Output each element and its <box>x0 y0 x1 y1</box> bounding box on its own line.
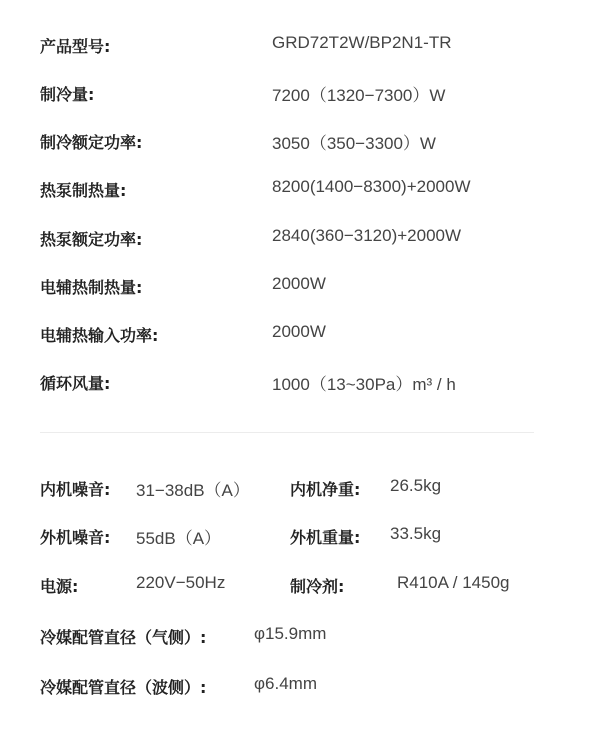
outdoor-noise-label: 外机噪音: <box>40 528 111 547</box>
outdoor-noise-value: 55dB（A） <box>136 529 222 548</box>
spec-label-heatpump-capacity: 热泵制热量: <box>40 181 127 200</box>
spec-label-heatpump-power: 热泵额定功率: <box>40 230 143 249</box>
spec-label-electric-heat: 电辅热制热量: <box>40 278 143 297</box>
spec-value-electric-heat: 2000W <box>272 274 326 293</box>
refrigerant-label: 制冷剂: <box>290 577 345 596</box>
indoor-noise-value: 31−38dB（A） <box>136 481 250 500</box>
power-supply-label: 电源: <box>40 577 79 596</box>
spec-value-model: GRD72T2W/BP2N1-TR <box>272 33 452 52</box>
pipe-liquid-label: 冷媒配管直径（波侧）: <box>40 678 207 697</box>
spec-label-airflow: 循环风量: <box>40 374 111 393</box>
spec-value-electric-heat-power: 2000W <box>272 322 326 341</box>
spec-label-cooling-capacity: 制冷量: <box>40 85 95 104</box>
spec-label-electric-heat-power: 电辅热输入功率: <box>40 326 159 345</box>
pipe-gas-value: φ15.9mm <box>254 624 327 643</box>
refrigerant-value: R410A / 1450g <box>397 573 510 592</box>
spec-value-airflow: 1000（13~30Pa）m³ / h <box>272 375 456 394</box>
spec-value-cooling-power: 3050（350−3300）W <box>272 134 436 153</box>
spec-value-heatpump-capacity: 8200(1400−8300)+2000W <box>272 177 471 196</box>
spec-label-model: 产品型号: <box>40 37 111 56</box>
outdoor-weight-value: 33.5kg <box>390 524 442 543</box>
indoor-weight-label: 内机净重: <box>290 480 361 499</box>
pipe-gas-label: 冷媒配管直径（气侧）: <box>40 628 207 647</box>
spec-value-heatpump-power: 2840(360−3120)+2000W <box>272 226 462 245</box>
indoor-noise-label: 内机噪音: <box>40 480 111 499</box>
spec-label-cooling-power: 制冷额定功率: <box>40 133 143 152</box>
power-supply-value: 220V−50Hz <box>136 573 226 592</box>
spec-value-cooling-capacity: 7200（1320−7300）W <box>272 86 446 105</box>
outdoor-weight-label: 外机重量: <box>290 528 361 547</box>
section-divider <box>40 432 534 433</box>
pipe-liquid-value: φ6.4mm <box>254 674 317 693</box>
indoor-weight-value: 26.5kg <box>390 476 442 495</box>
